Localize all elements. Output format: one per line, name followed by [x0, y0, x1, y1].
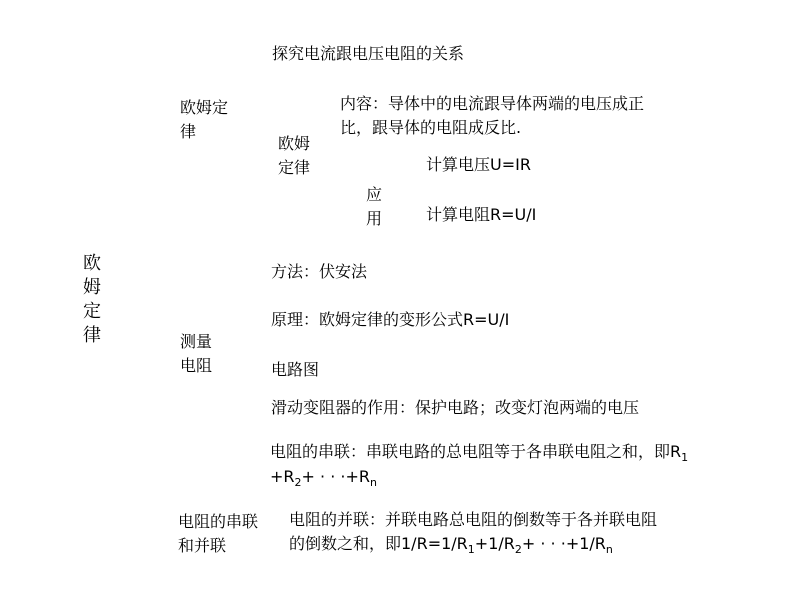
series-text-main: 电阻的串联：串联电路的总电阻等于各串联电阻之和，即R	[270, 442, 682, 461]
parallel-sub: 1	[467, 543, 475, 556]
series-parallel-label: 和并联	[178, 536, 227, 555]
ohm-law-content: 比，跟导体的电阻成反比.	[340, 118, 522, 137]
parallel-sub: n	[605, 543, 613, 556]
ohm-law-label: 律	[180, 122, 197, 141]
series-sub: 1	[681, 451, 689, 464]
series-sub: n	[369, 476, 377, 489]
method-text: 方法：伏安法	[271, 262, 368, 281]
application-label: 用	[366, 209, 383, 228]
ohm-law-content: 内容：导体中的电流跟导体两端的电压成正	[340, 94, 645, 113]
measure-label: 测量	[180, 332, 213, 351]
principle-text: 原理：欧姆定律的变形公式R=U/I	[271, 310, 510, 329]
calc-voltage: 计算电压U=IR	[426, 155, 531, 174]
root-label-char: 欧	[83, 253, 101, 274]
parallel-sub: 2	[514, 543, 522, 556]
root-label-char: 姆	[83, 277, 101, 298]
parallel-formula-part: +1/R	[474, 534, 515, 553]
series-text	[270, 440, 688, 464]
parallel-formula-part: 的倒数之和，即1/R=1/R	[289, 534, 468, 553]
series-formula-part: +R	[270, 467, 295, 486]
ohm-law-sublabel: 定律	[278, 158, 311, 177]
measure-label: 电阻	[180, 356, 213, 375]
application-label: 应	[366, 185, 383, 204]
parallel-formula	[289, 532, 613, 556]
calc-resistance: 计算电阻R=U/I	[426, 205, 537, 224]
ohm-law-sublabel: 欧姆	[278, 134, 311, 153]
series-formula	[270, 465, 377, 489]
root-label-char: 定	[83, 301, 101, 322]
series-parallel-label: 电阻的串联	[178, 512, 259, 531]
rheostat-text: 滑动变阻器的作用：保护电路；改变灯泡两端的电压	[271, 398, 640, 417]
root-label-char: 律	[83, 325, 101, 346]
circuit-diagram-text: 电路图	[271, 360, 320, 379]
parallel-formula-part: + · · ·+1/R	[521, 534, 606, 553]
ohm-law-label: 欧姆定	[180, 98, 229, 117]
top-title: 探究电流跟电压电阻的关系	[272, 44, 465, 63]
series-formula-part: + · · ·+R	[301, 467, 370, 486]
series-sub: 2	[294, 476, 302, 489]
parallel-text: 电阻的并联：并联电路总电阻的倒数等于各并联电阻	[289, 510, 658, 529]
